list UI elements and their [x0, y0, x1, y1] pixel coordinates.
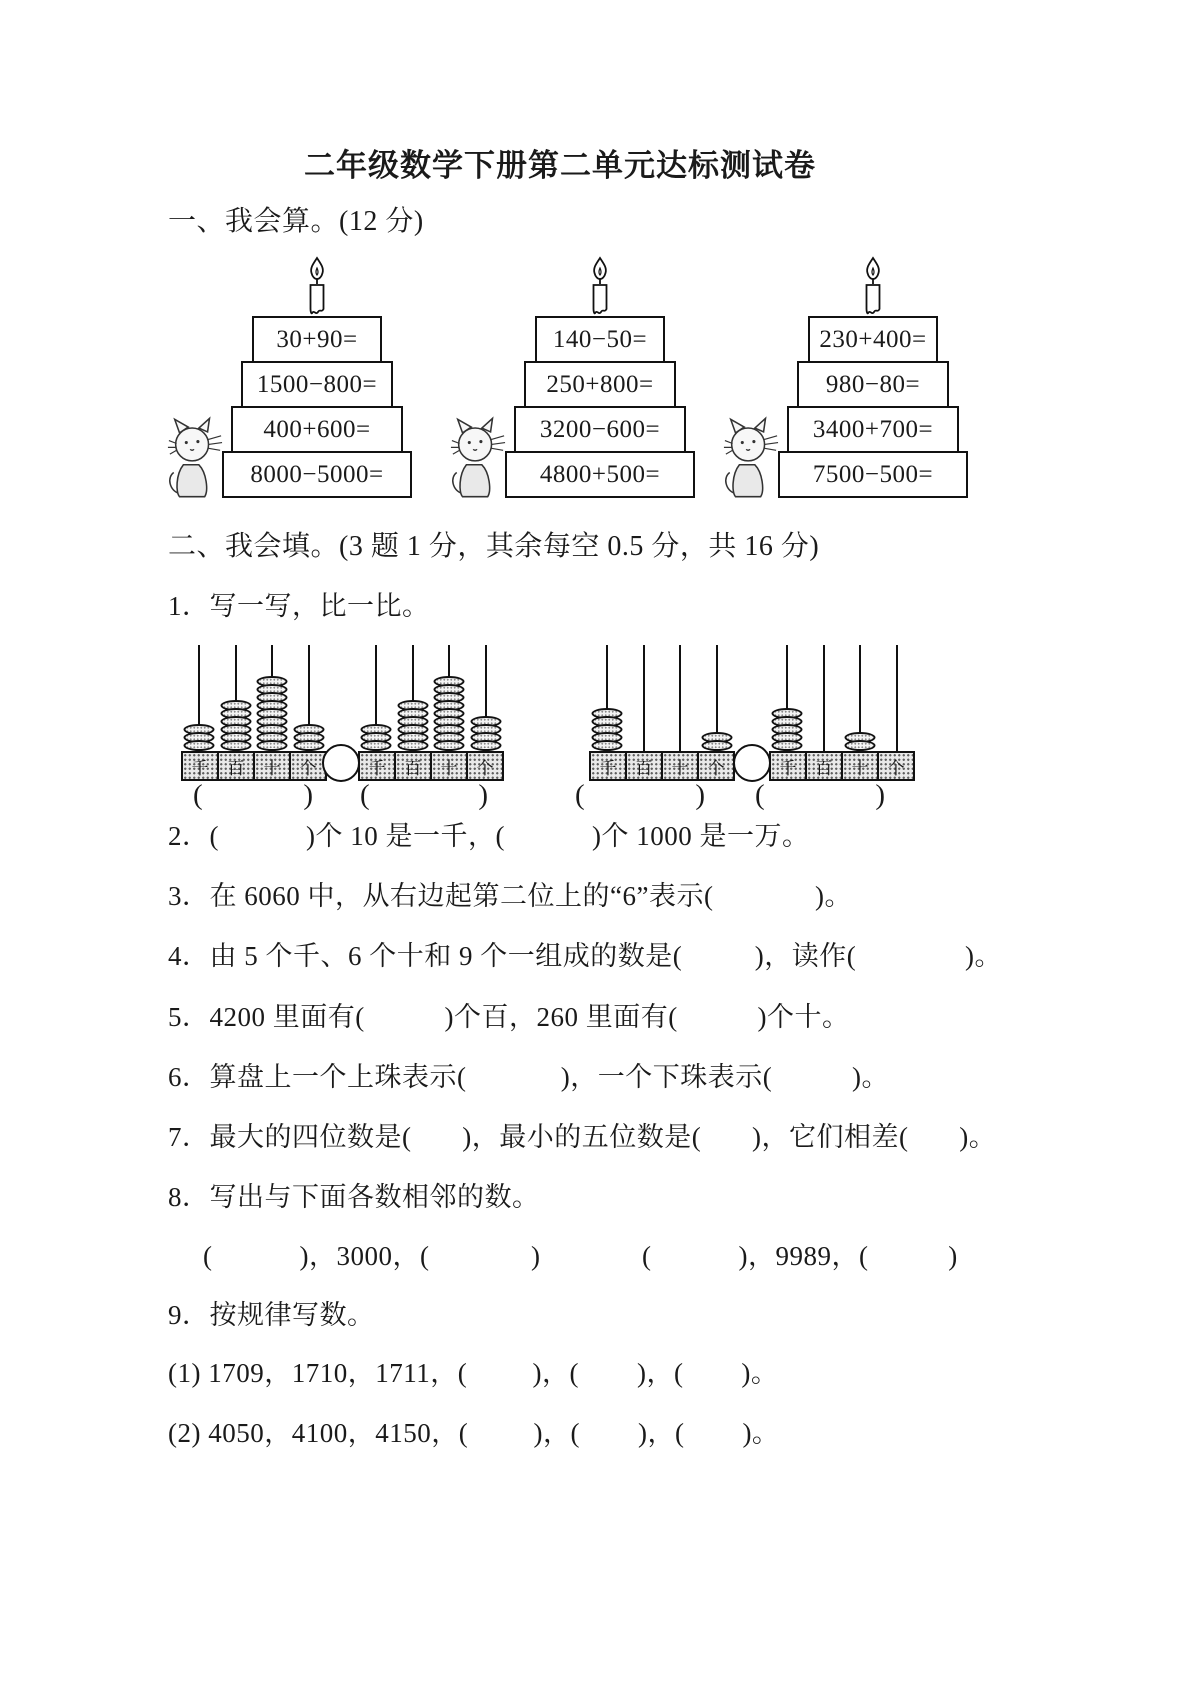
cake-tier-expression: 1500−800= [241, 361, 393, 408]
abacus-rods [769, 645, 915, 751]
section1-heading: 一、我会算。(12 分) [168, 206, 424, 237]
abacus-bead-stack [470, 719, 501, 751]
question-4: 4．由 5 个千、6 个十和 9 个一组成的数是( )，读作( )。 [168, 941, 1002, 971]
abacus-rod [626, 645, 663, 751]
abacus-bead-stack [845, 735, 876, 751]
cake-tier-expression: 4800+500= [505, 451, 695, 498]
abacus-column-label: 个 [466, 753, 502, 779]
question-1-label: 1．写一写，比一比。 [168, 591, 430, 621]
cake-tier-expression: 400+600= [231, 406, 403, 453]
cat-icon [722, 415, 780, 501]
abacus-rod [468, 645, 505, 751]
cake-tier-expression: 3200−600= [514, 406, 686, 453]
abacus-1 [181, 645, 327, 781]
abacus-rods [358, 645, 504, 751]
abacus-column-label: 千 [599, 758, 617, 778]
abacus-bead-stack [592, 711, 623, 751]
section2-heading: 二、我会填。(3 题 1 分，其余每空 0.5 分，共 16 分) [168, 531, 820, 562]
abacus-column-label: 十 [661, 753, 697, 779]
candle-icon [302, 256, 332, 320]
cake-tier-expression: 3400+700= [787, 406, 959, 453]
cake-tier-expression: 980−80= [797, 361, 949, 408]
paren-open: ( [193, 779, 203, 811]
question-5: 5．4200 里面有( )个百，260 里面有( )个十。 [168, 1002, 850, 1032]
abacus-rod [358, 645, 395, 751]
abacus-bead [701, 740, 732, 751]
abacus-column-label: 个 [877, 753, 913, 779]
abacus-bead-stack [434, 679, 465, 751]
question-9: 9．按规律写数。 [168, 1300, 375, 1330]
cake-tier-expression: 230+400= [808, 316, 938, 363]
question-6: 6．算盘上一个上珠表示( )，一个下珠表示( )。 [168, 1062, 889, 1092]
cake-tier-expression: 7500−500= [778, 451, 968, 498]
calculation-cake-1 [222, 256, 412, 498]
abacus-bead-stack [220, 703, 251, 751]
abacus-rod [699, 645, 736, 751]
abacus-column-label: 十 [253, 753, 289, 779]
abacus-column-label: 百 [394, 753, 430, 779]
abacus-bead-stack [701, 735, 732, 751]
abacus-rods [181, 645, 327, 751]
abacus-bead-stack [361, 727, 392, 751]
abacus-bead [220, 740, 251, 751]
abacus-bead [361, 740, 392, 751]
paren-close: ) [875, 779, 885, 811]
abacus-column-label: 十 [841, 753, 877, 779]
paren-close: ) [478, 779, 488, 811]
abacus-bead [845, 740, 876, 751]
answer-blank [755, 776, 885, 816]
abacus-bead [257, 740, 288, 751]
question-7: 7．最大的四位数是( )，最小的五位数是( )，它们相差( )。 [168, 1122, 997, 1152]
answer-blank [575, 776, 705, 816]
abacus-rod [291, 645, 328, 751]
abacus-rod [662, 645, 699, 751]
abacus-bead-stack [293, 727, 324, 751]
cat-icon [449, 415, 507, 501]
paren-close: ) [695, 779, 705, 811]
question-9-sub-2: (2) 4050，4100，4150，( )，( )，( )。 [168, 1418, 780, 1448]
abacus-rod [218, 645, 255, 751]
abacus-column-label: 个 [289, 753, 325, 779]
question-9-sub-1: (1) 1709，1710，1711，( )，( )，( )。 [168, 1358, 779, 1388]
abacus-rod [589, 645, 626, 751]
paren-open: ( [755, 779, 765, 811]
paren-open: ( [360, 779, 370, 811]
abacus-column-label: 十 [430, 753, 466, 779]
abacus-column-label: 千 [779, 758, 797, 778]
cake-tier-expression: 8000−5000= [222, 451, 412, 498]
question-3: 3．在 6060 中，从右边起第二位上的“6”表示( )。 [168, 881, 852, 911]
abacus-rod [431, 645, 468, 751]
cake-tier-expression: 250+800= [524, 361, 676, 408]
abacus-rod [181, 645, 218, 751]
abacus-bead [184, 740, 215, 751]
abacus-bead [434, 740, 465, 751]
candle-icon [858, 256, 888, 320]
abacus-bead [470, 740, 501, 751]
abacus-rod [769, 645, 806, 751]
question-8-blanks: ( )，3000，( ) ( )，9989，( ) [203, 1241, 958, 1271]
abacus-rod [879, 645, 916, 751]
abacus-column-label: 百 [625, 753, 661, 779]
abacus-bead [293, 740, 324, 751]
abacus-bead-stack [397, 703, 428, 751]
candle-icon [585, 256, 615, 320]
question-8: 8．写出与下面各数相邻的数。 [168, 1182, 540, 1212]
abacus-bead [772, 740, 803, 751]
abacus-3 [589, 645, 735, 781]
paren-open: ( [575, 779, 585, 811]
abacus-column-label: 百 [217, 753, 253, 779]
answer-blank [193, 776, 313, 816]
abacus-2 [358, 645, 504, 781]
calculation-cake-3 [778, 256, 968, 498]
answer-blank [360, 776, 488, 816]
cake-tier-expression: 30+90= [252, 316, 382, 363]
calculation-cake-2 [505, 256, 695, 498]
abacus-column-label: 百 [805, 753, 841, 779]
abacus-column-label: 个 [697, 753, 733, 779]
page-title: 二年级数学下册第二单元达标测试卷 [304, 148, 816, 183]
abacus-bead-stack [257, 679, 288, 751]
abacus-bead [397, 740, 428, 751]
abacus-rod [842, 645, 879, 751]
abacus-rod [395, 645, 432, 751]
question-2: 2．( )个 10 是一千，( )个 1000 是一万。 [168, 821, 810, 851]
cake-tier-expression: 140−50= [535, 316, 665, 363]
abacus-rod [254, 645, 291, 751]
paren-close: ) [303, 779, 313, 811]
abacus-column-label: 千 [191, 758, 209, 778]
abacus-column-label: 千 [368, 758, 386, 778]
abacus-4 [769, 645, 915, 781]
comparison-circle [322, 744, 360, 782]
abacus-rods [589, 645, 735, 751]
abacus-rod [806, 645, 843, 751]
abacus-bead [592, 740, 623, 751]
cat-icon [166, 415, 224, 501]
abacus-bead-stack [184, 727, 215, 751]
abacus-bead-stack [772, 711, 803, 751]
